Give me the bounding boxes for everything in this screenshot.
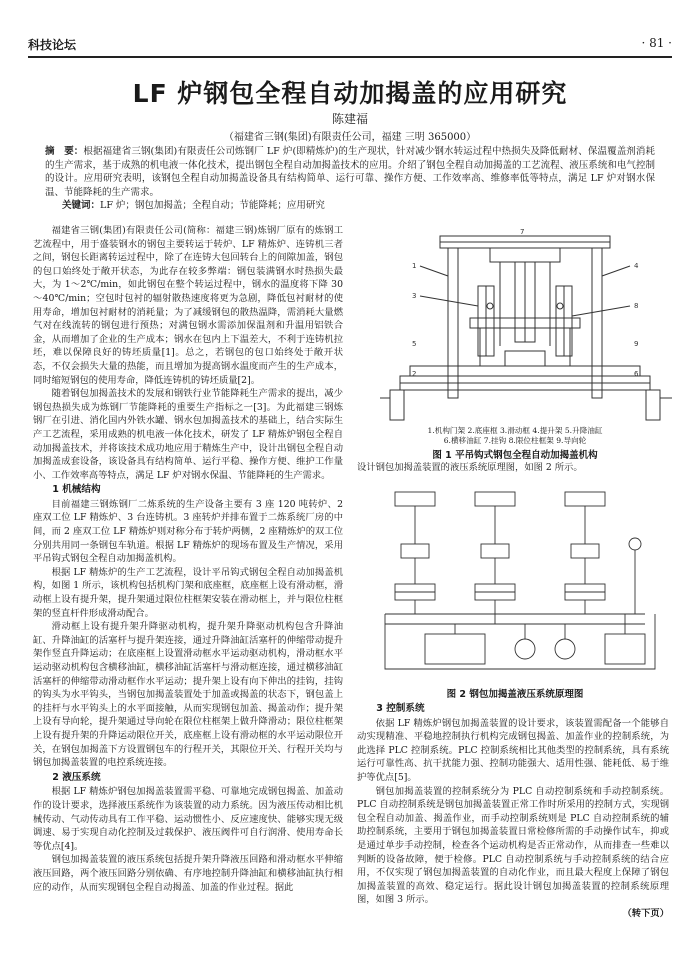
body-paragraph: 滑动框上设有提升架升降驱动机构，提升架升降驱动机构包含升降油缸、升降油缸的活塞杆与提升架连接，通过升降油缸活塞杆的伸缩带动提升架作竖直升降运动；在底座框上设置滑动框水平运动驱动机构，滑动框水平运动驱动机构包含横移油缸，横移油缸活塞杆与滑动框连接，通过横移油缸活塞杆的伸缩带动滑动框作水平运动；提升架上设有向下伸出的挂钩，挂钩的钩头为水平钩头，当钢包加揭盖装置处于加盖或揭盖的状态下，钢包盖上的挂杆与水平钩头上的水平面接触，从而实现钢包加盖、揭盖动作；提升架上设有导向轮，提升架通过导向轮在限位柱框架上做升降滑动；限位柱框架上设有提升架的升降运动限位开关，底座框上设有滑动框的水平运动限位开关，在钢包加揭盖下方设置钢包车的行程开关，其限位开关、行程开关均与钢包加揭盖装置的电控系统连接。 [33,621,343,769]
figure-2-caption: 图 2 钢包加揭盖液压系统原理图 [446,689,584,700]
body-paragraph: 福建省三钢(集团)有限责任公司(简称：福建三钢)炼钢厂原有的炼钢工艺流程中，用于盛装钢水的钢包主要转运于转炉、LF 精炼炉、连铸机三者之间，钢包长距离转运过程中，除了在连铸大包回转台上的间隙加盖，钢包的包口始终处于敞开状态，为此存在较多弊端：钢包装满钢水时热损失最大，为 1～2℃/min，如此钢包在整个转运过程中，钢水的温度将下降 30～40℃/min；空包时包衬的辐射散热速度将更为急剧，降低包衬耐材的使用寿命，增加包衬耐材的消耗量；为了减缓钢包的散热温降，需消耗大量燃气对在线流转的钢包进行预热；对满包钢水需添加保温剂和升温用铝铁合金，从而增加了企业的生产成本；钢水在包内上下温差大，不利于连铸机拉坯，难以保障良好的铸坯质量[1]。总之，若钢包的包口始终处于敞开状态，不仅会损失大量的热能，而且增加为提高钢水温度而产生的生产成本，同时缩短钢包的使用寿命，降低连铸机的铸坯质量[2]。 [33,225,343,386]
figure-1-legend-line: 6.横移油缸 7.挂钩 8.限位柱框架 9.导向轮 [443,436,587,445]
right-column-intro [357,461,669,475]
body-paragraph: 根据 LF 精炼炉钢包加揭盖装置需平稳、可靠地完成钢包揭盖、加盖动作的设计要求，选择液压系统作为该装置的动力系统。因为液压传动相比机械传动、气动传动具有工作平稳、运动惯性小、反应速度快、能够实现无级调速、易于实现自动化控制及过载保护、液压阀件可自行润滑、使用寿命长等优点[4]。 [33,786,343,852]
section-heading: 2 液压系统 [52,771,101,783]
figure-1-drawing [380,226,672,426]
figure-1-legend [360,426,670,446]
running-header [28,36,672,56]
svg-text:9: 9 [634,340,639,348]
journal-name: 科技论坛 [28,38,77,52]
keywords-text: LF 炉；钢包加揭盖；全程自动；节能降耗；应用研究 [100,200,325,211]
svg-text:8: 8 [634,302,639,310]
header-rule [28,56,672,58]
svg-text:2: 2 [412,370,417,378]
body-paragraph: 设计钢包加揭盖装置的液压系统原理图，如图 2 所示。 [357,462,583,473]
figure-2-schematic [365,484,670,682]
right-column [357,701,669,921]
body-paragraph: 钢包加揭盖装置的液压系统包括提升架升降液压回路和滑动框水平伸缩液压回路，两个液压回路分别依确、有序地控制升降油缸和横移油缸执行相应的动作，从而实现钢包全程自动揭盖、加盖的作业过程。据此 [33,854,343,893]
keywords-label: 关键词： [62,200,101,211]
body-paragraph: 目前福建三钢炼钢厂二炼系统的生产设备主要有 3 座 120 吨转炉、2 座双工位 LF 精炼炉、3 台连铸机。3 座转炉并排布置于二炼系统厂房的中间，而 2 座双工位 LF 精炼炉则对称分布于转炉两侧，2 座精炼炉的双工位分别共用同一条钢包车轨道。根据 LF 精炼炉的现场布置及生产情况，采用平吊钩式钢包全程自动加揭盖机构。 [33,498,343,565]
svg-text:5: 5 [412,340,417,348]
paper-title: LF 炉钢包全程自动加揭盖的应用研究 [132,79,568,108]
affiliation: （福建省三钢(集团)有限责任公司，福建 三明 365000） [223,132,477,143]
abstract-label: 摘 要： [45,146,84,157]
figure-1-legend-line: 1.机构门架 2.底座框 3.滑动框 4.提升架 5.升降油缸 [427,426,603,435]
svg-text:3: 3 [412,292,417,300]
svg-text:6: 6 [634,370,639,378]
figure-1-caption: 图 1 平吊钩式钢包全程自动加揭盖机构 [432,450,598,461]
body-paragraph: 钢包加揭盖装置的控制系统分为 PLC 自动控制系统和手动控制系统。PLC 自动控制系统是钢包加揭盖装置正常工作时所采用的控制方式，实现钢包全程自动加盖、揭盖作业，而手动控制系统则是 PLC 自动控制系统的辅助控制系统，主要用于钢包加揭盖装置日常检修所需的手动操作试车，抑或是通过单步手动控制，检查各个运动机构是否正常动作，从而排查一些难以判断的设备故障，便于检修。PLC 自动控制系统与手动控制系统的结合应用，不仅实现了钢包加揭盖装置的自动化作业，而且最大程度上保障了钢包加揭盖装置的高效、稳定运行。据此设计钢包加揭盖装置的控制系统原理图，如图 3 所示。 [357,785,669,906]
abstract [45,145,655,199]
svg-text:7: 7 [520,228,525,236]
abstract-text: 根据福建省三钢(集团)有限责任公司炼钢厂 LF 炉(即精炼炉)的生产现状，针对减少钢水转运过程中热损失及降低耐材、保温覆盖剂消耗的生产需求，基于成熟的机电液一体化技术，提出钢包全程自动加揭盖技术的应用。介绍了钢包全程自动加揭盖的工艺流程、液压系统和电气控制的设计。应用研究表明，该钢包全程自动加揭盖设备具有结构简单、运行可靠、操作方便、工作效率高、维修率低等特点，满足 LF 炉对钢水保温、节能降耗的生产需求。 [45,146,655,198]
svg-text:1: 1 [412,262,417,270]
body-paragraph: 随着钢包加揭盖技术的发展和钢铁行业节能降耗生产需求的提出，减少钢包热损失成为炼钢厂节能降耗的重要生产指标之一[3]。为此福建三钢炼钢厂在引进、消化国内外铁水罐、钢水包加揭盖技术的基础上，结合实际生产工艺流程，采用成熟的机电液一体化技术，研发了 LF 精炼炉钢包全程自动加揭盖技术，并将该技术成功地应用于精炼生产中，设计出钢包全程自动加揭盖成套设备，该设备具有结构简单、运行平稳、操作方便、维护工作量小、工作效率高等特点，满足 LF 炉对钢水保温、节能降耗的生产需求。 [33,388,343,481]
continued-note: （转下页） [622,907,669,919]
author: 陈建福 [331,112,368,126]
section-heading: 1 机械结构 [52,484,101,496]
keywords [62,199,655,212]
left-column [33,224,343,894]
body-paragraph: 根据 LF 精炼炉的生产工艺流程，设计平吊钩式钢包全程自动加揭盖机构，如图 1 所示，该机构包括机构门架和底座框，底座框上设有滑动框，滑动框上设有提升架，提升架通过限位柱框架安装在滑动框上，并与限位柱框架的竖直杆件形成滑动配合。 [33,566,343,619]
body-paragraph: 依据 LF 精炼炉钢包加揭盖装置的设计要求，该装置需配备一个能够自动实现精准、平稳地控制执行机构完成钢包揭盖、加盖作业的控制系统，为此选择 PLC 控制系统。PLC 控制系统相比其他类型的控制系统，具有系统运行可靠性高、抗干扰能力强、控制功能强大、适用性强、能耗低、易于维护等优点[5]。 [357,717,669,783]
section-heading: 3 控制系统 [376,703,425,714]
svg-text:4: 4 [634,262,639,270]
page-number: · 81 · [641,36,672,50]
